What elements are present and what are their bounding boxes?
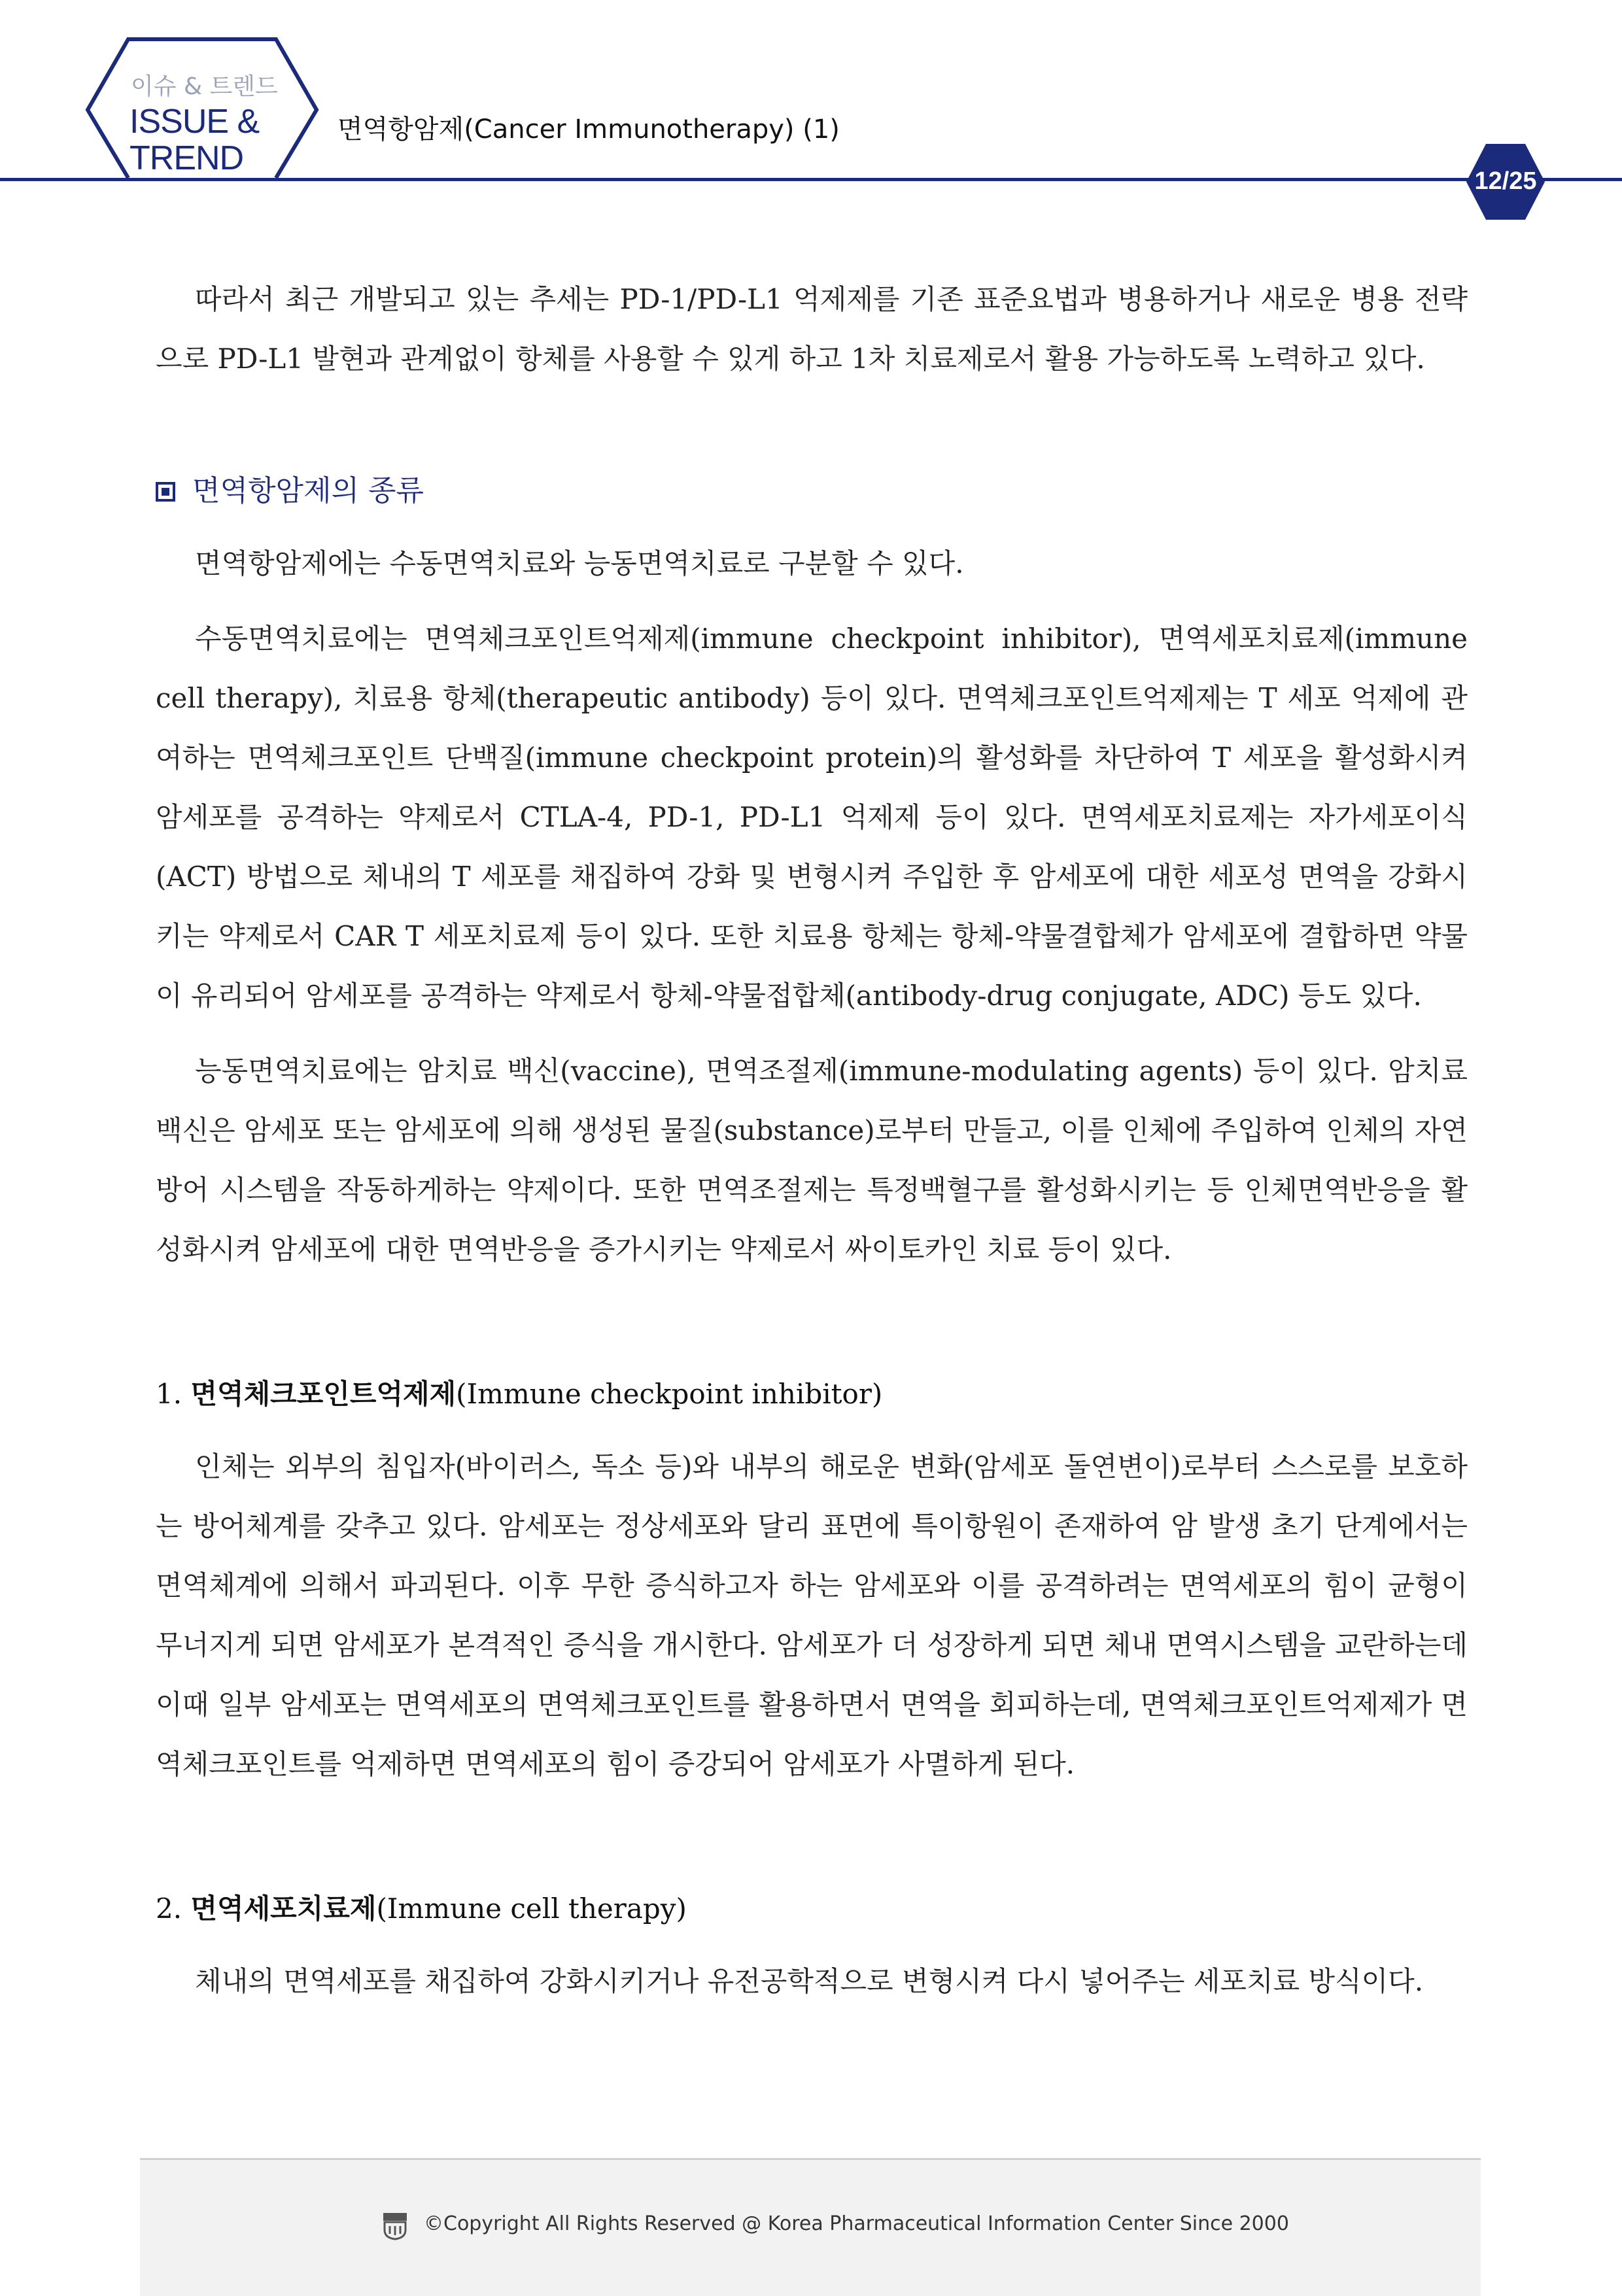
subsection-title-en: (Immune checkpoint inhibitor) [456,1378,883,1410]
page-number: 12/25 [1474,167,1537,195]
intro-paragraph: 따라서 최근 개발되고 있는 추세는 PD-1/PD-L1 억제제를 기존 표준요법과 병용하거나 새로운 병용 전략으로 PD-L1 발현과 관계없이 항체를 사용할 수 있게 하고 1차 치료제로서 활용 가능하도록 노력하고 있다. [156,283,1468,375]
kpic-emblem-icon [382,2212,408,2240]
subsection-number: 1. [156,1378,182,1410]
section-heading [156,462,1468,521]
subsection-title-en: (Immune cell therapy) [376,1893,687,1925]
footer-copyright: ©Copyright All Rights Reserved @ Korea Pharmaceutical Information Center Since 2000 [424,2212,1289,2235]
header-divider [0,178,1622,181]
square-bullet-icon [156,482,175,502]
subsection-paragraph: 인체는 외부의 침입자(바이러스, 독소 등)와 내부의 해로운 변화(암세포 돌연변이)로부터 스스로를 보호하는 방어체계를 갖추고 있다. 암세포는 정상세포와 달리 표면에 특이항원이 존재하여 암 발생 초기 단계에서는 면역체계에 의해서 파괴된다. 이후 무한 증식하고자 하는 암세포와 이를 공격하려는 면역세포의 힘이 균형이 무너지게 되면 암세포가 본격적인 증식을 개시한다. 암세포가 더 성장하게 되면 체내 면역시스템을 교란하는데 이때 일부 암세포는 면역세포의 면역체크포인트를 활용하면서 면역을 회피하는데, 면역체크포인트억제제가 면역체크포인트를 억제하면 면역세포의 힘이 증강되어 암세포가 사멸하게 된다. [156,1450,1468,1780]
logo-subtitle: 이슈 & 트렌드 [131,73,278,100]
section-title: 면역항암제의 종류 [192,474,424,507]
subsection-heading-1 [156,1364,1468,1424]
document-title: 면역항암제(Cancer Immunotherapy) (1) [337,114,840,145]
section-paragraph: 수동면역치료에는 면역체크포인트억제제(immune checkpoint inhibitor), 면역세포치료제(immune cell therapy), 치료용 항체(therapeutic antibody) 등이 있다. 면역체크포인트억제제는 T 세포 억제에 관여하는 면역체크포인트 단백질(immune checkpoint protein)의 활성화를 차단하여 T 세포을 활성화시켜 암세포를 공격하는 약제로서 CTLA-4, PD-1, PD-L1 억제제 등이 있다. 면역세포치료제는 자가세포이식(ACT) 방법으로 체내의 T 세포를 채집하여 강화 및 변형시켜 주입한 후 암세포에 대한 세포성 면역을 강화시키는 약제로서 CAR T 세포치료제 등이 있다. 또한 치료용 항체는 항체-약물결합체가 암세포에 결합하면 약물이 유리되어 암세포를 공격하는 약제로서 항체-약물접합체(antibody-drug conjugate, ADC) 등도 있다. [156,623,1468,1012]
subsection-paragraph: 체내의 면역세포를 채집하여 강화시키거나 유전공학적으로 변형시켜 다시 넣어주는 세포치료 방식이다. [195,1965,1424,1997]
logo-wordmark [129,103,259,177]
logo-line-2: TREND [129,139,244,177]
logo-line-1: ISSUE & [129,103,260,141]
document-body [156,269,1468,2027]
subsection-number: 2. [156,1893,182,1925]
subsection-heading-2 [156,1879,1468,1938]
section-paragraph: 면역항암제에는 수동면역치료와 능동면역치료로 구분할 수 있다. [195,547,964,579]
subsection-title-ko: 면역체크포인트억제제 [190,1378,457,1410]
section-paragraph: 능동면역치료에는 암치료 백신(vaccine), 면역조절제(immune-modulating agents) 등이 있다. 암치료 백신은 암세포 또는 암세포에 의해 생성된 물질(substance)로부터 만들고, 이를 인체에 주입하여 인체의 자연방어 시스템을 작동하게하는 약제이다. 또한 면역조절제는 특정백혈구를 활성화시키는 등 인체면역반응을 활성화시켜 암세포에 대한 면역반응을 증가시키는 약제로서 싸이토카인 치료 등이 있다. [156,1055,1468,1265]
subsection-title-ko: 면역세포치료제 [190,1893,377,1925]
